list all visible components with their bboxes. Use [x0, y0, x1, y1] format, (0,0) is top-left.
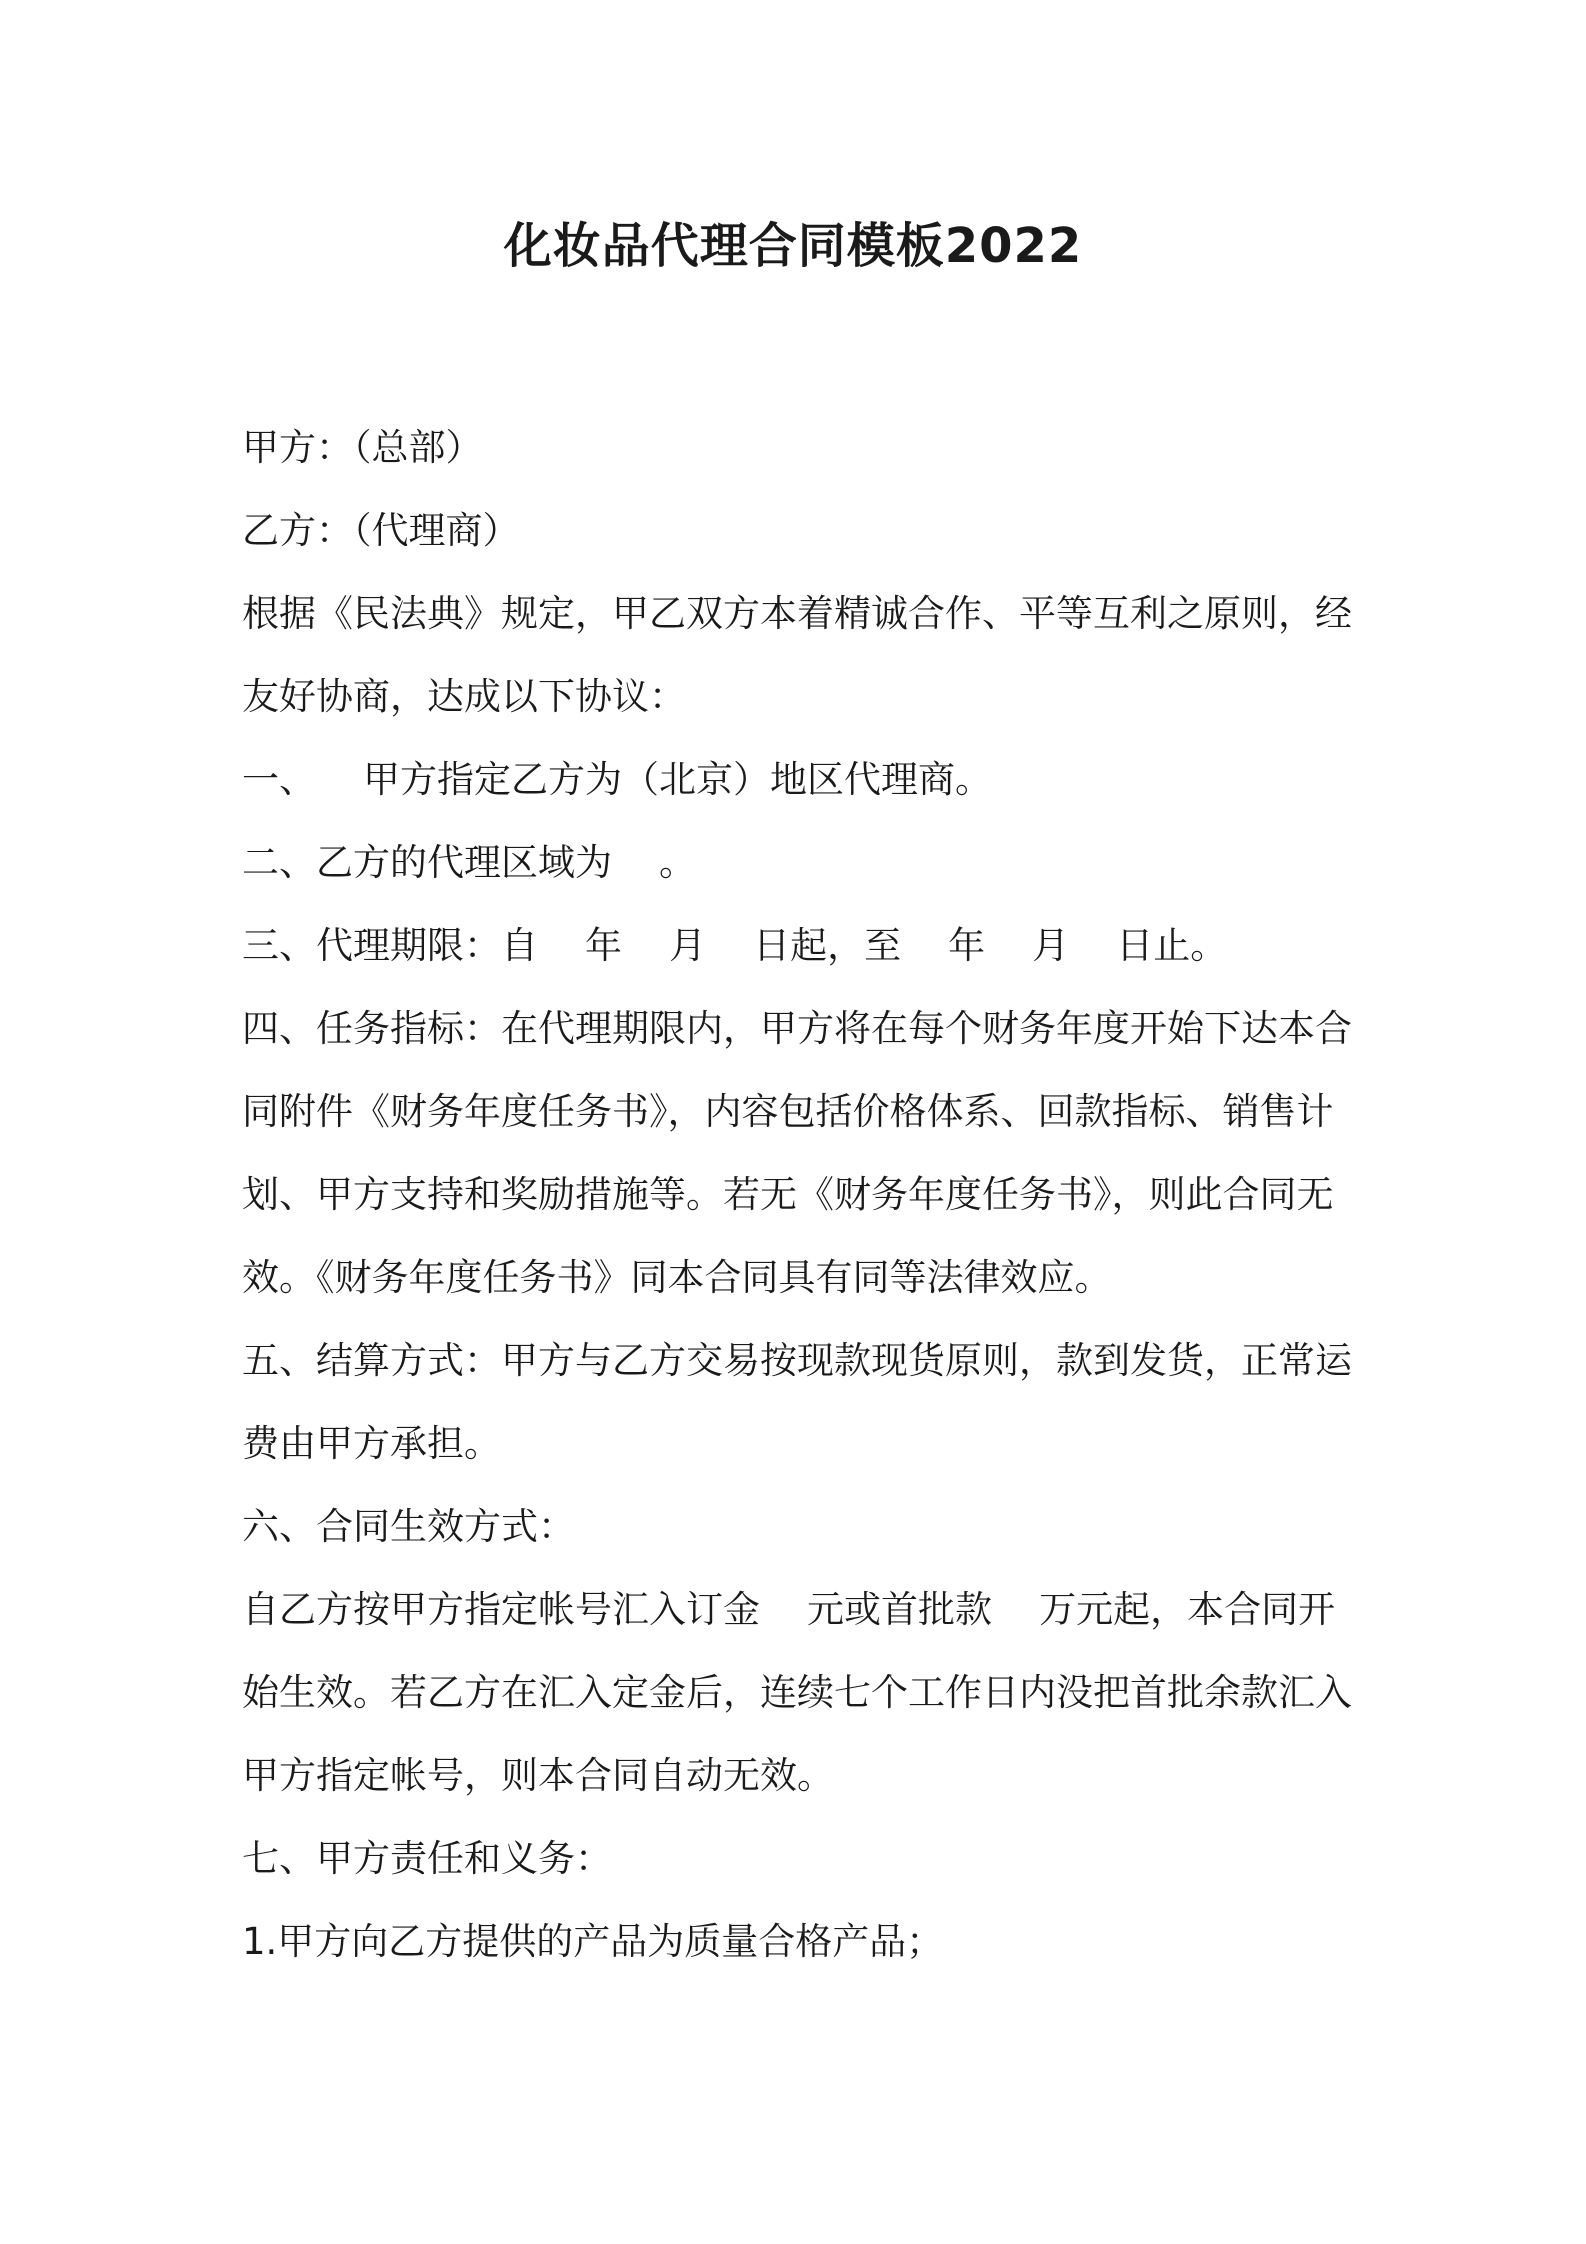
party-a-line: 甲方：（总部） [242, 426, 483, 469]
preamble-paragraph: 根据《民法典》规定，甲乙双方本着精诚合作、平等互利之原则，经友好协商，达成以下协议： [242, 592, 1352, 718]
clause-1: 一、 甲方指定乙方为（北京）地区代理商。 [242, 758, 993, 801]
document-title: 化妆品代理合同模板2022 [503, 218, 1083, 274]
clause-4: 四、任务指标：在代理期限内，甲方将在每个财务年度开始下达本合同附件《财务年度任务书》，内容包括价格体系、回款指标、销售计划、甲方支持和奖励措施等。若无《财务年度任务书》，则此合同无效。《财务年度任务书》同本合同具有同等法律效应。 [242, 1007, 1352, 1299]
clause-5: 五、结算方式：甲方与乙方交易按现款现货原则，款到发货，正常运费由甲方承担。 [242, 1339, 1352, 1465]
contract-body [242, 406, 1358, 1983]
clause-2: 二、乙方的代理区域为 。 [242, 841, 697, 884]
clause-7-heading: 七、甲方责任和义务： [242, 1837, 612, 1880]
clause-3: 三、代理期限：自 年 月 日起，至 年 月 日止。 [242, 924, 1228, 967]
party-b-line: 乙方：（代理商） [242, 509, 520, 552]
clause-7-item-1: 1.甲方向乙方提供的产品为质量合格产品； [242, 1920, 944, 1963]
clause-6-heading: 六、合同生效方式： [242, 1505, 575, 1548]
clause-6-body: 自乙方按甲方指定帐号汇入订金 元或首批款 万元起，本合同开始生效。若乙方在汇入定金后，连续七个工作日内没把首批余款汇入甲方指定帐号，则本合同自动无效。 [242, 1588, 1352, 1797]
